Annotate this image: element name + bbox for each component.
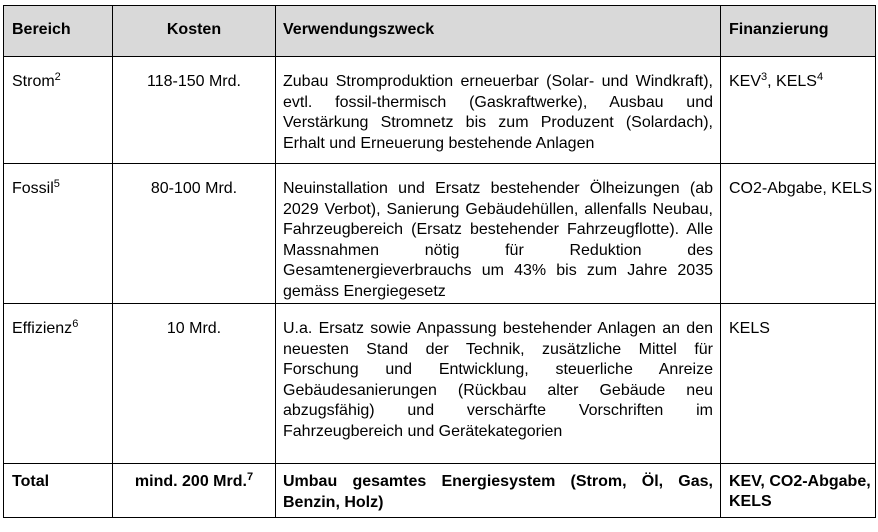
finanzierung-cell: CO2-Abgabe, KELS	[721, 164, 876, 304]
energy-cost-table	[3, 5, 876, 518]
footnote-marker: 2	[54, 71, 61, 83]
kosten-cell: 10 Mrd.	[113, 304, 276, 464]
zweck-cell: Neuinstallation und Ersatz bestehender Ölheizungen (ab 2029 Verbot), Sanierung Gebäudehüllen, allenfalls Neubau, Fahrzeugbereich (Ersatz bestehender Fahrzeugflotte). Alle Massnahmen nötig für Reduktion des Gesamtenergieverbrauchs um 43% bis zum Jahre 2035 gemäss Energiegesetz	[276, 164, 721, 304]
finanzierung-part: KEV	[729, 73, 762, 90]
header-row	[4, 6, 876, 57]
total-kosten-cell	[113, 464, 276, 518]
finanzierung-part: , KELS	[767, 73, 817, 90]
kosten-cell: 80-100 Mrd.	[113, 164, 276, 304]
bereich-label: Effizienz	[12, 320, 73, 337]
bereich-label: Fossil	[12, 180, 54, 197]
total-label: Total	[4, 464, 113, 518]
footnote-marker: 5	[53, 178, 60, 190]
bereich-label: Strom	[12, 73, 55, 90]
bereich-cell	[4, 57, 113, 164]
zweck-cell: Zubau Stromproduktion erneuerbar (Solar- und Windkraft), evtl. fossil-thermisch (Gaskraftwerke), Ausbau und Verstärkung Stromnetz bis zum Produzent (Solardach), Erhalt und Erneuerung bestehende Anlagen	[276, 57, 721, 164]
header-verwendungszweck: Verwendungszweck	[276, 6, 721, 57]
table-row-fossil	[4, 164, 876, 304]
header-bereich: Bereich	[4, 6, 113, 57]
footnote-marker: 7	[246, 471, 254, 483]
total-kosten: mind. 200 Mrd.	[134, 473, 247, 490]
bereich-cell	[4, 164, 113, 304]
table-row-strom	[4, 57, 876, 164]
finanzierung-cell	[721, 57, 876, 164]
table-row-effizienz	[4, 304, 876, 464]
header-finanzierung: Finanzierung	[721, 6, 876, 57]
total-finanzierung: KEV, CO2-Abgabe, KELS	[721, 464, 876, 518]
total-zweck: Umbau gesamtes Energiesystem (Strom, Öl, Gas, Benzin, Holz)	[276, 464, 721, 518]
footnote-marker: 4	[816, 71, 824, 83]
footnote-marker: 6	[72, 318, 79, 330]
footnote-marker: 3	[761, 71, 768, 83]
table-row-total	[4, 464, 876, 518]
kosten-cell: 118-150 Mrd.	[113, 57, 276, 164]
bereich-cell	[4, 304, 113, 464]
finanzierung-cell: KELS	[721, 304, 876, 464]
header-kosten: Kosten	[113, 6, 276, 57]
zweck-cell: U.a. Ersatz sowie Anpassung bestehender Anlagen an den neuesten Stand der Technik, zusätzliche Mittel für Forschung und Entwicklung, steuerliche Anreize Gebäudesanierungen (Rückbau alter Gebäude neu abzugsfähig) und verschärfte Vorschriften im Fahrzeugbereich und Gerätekategorien	[276, 304, 721, 464]
